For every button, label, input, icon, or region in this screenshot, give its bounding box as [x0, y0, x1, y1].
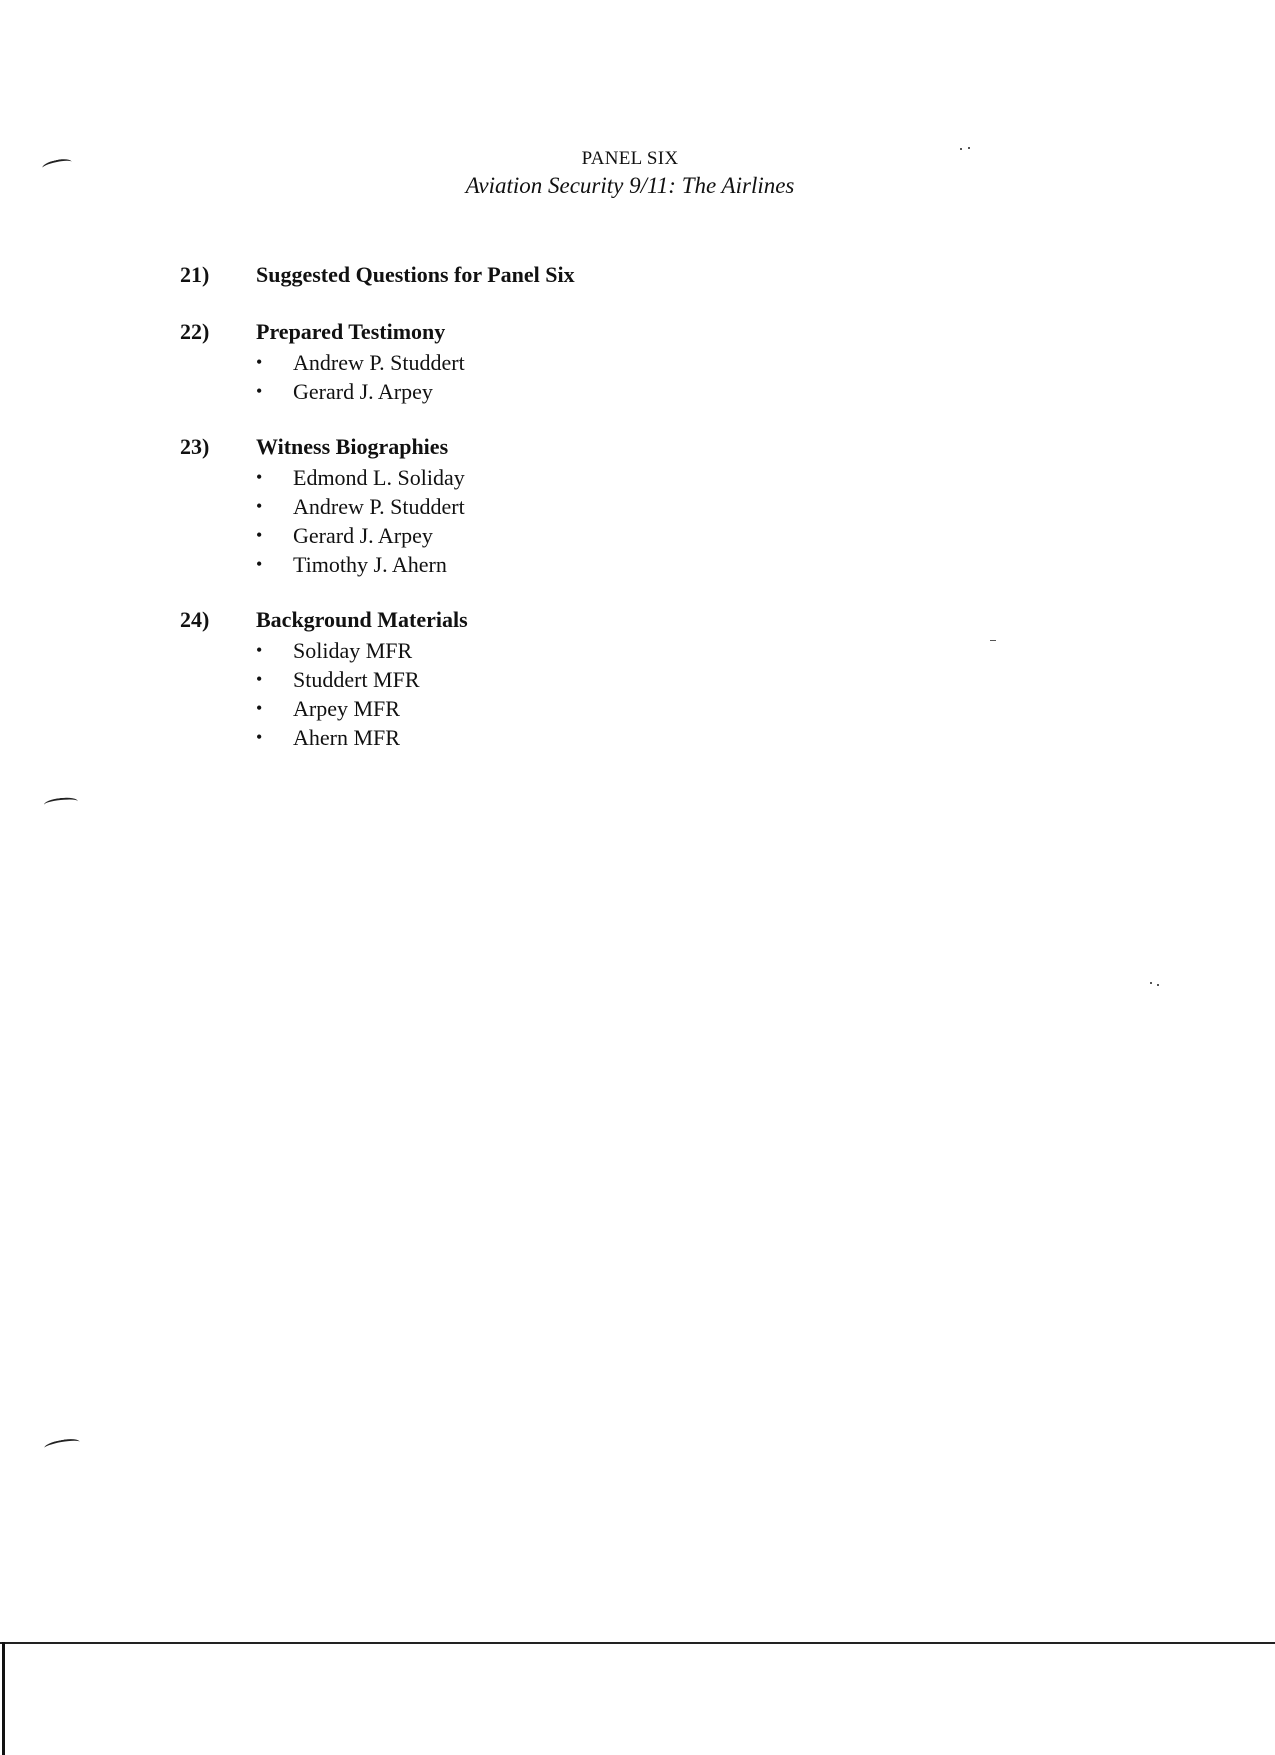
bullet: •: [256, 669, 263, 689]
item-list: [256, 463, 465, 579]
list-item-text: Ahern MFR: [293, 725, 400, 750]
bullet: •: [256, 496, 263, 516]
bullet: •: [256, 381, 263, 401]
list-item-text: Arpey MFR: [293, 696, 400, 721]
panel-subtitle-text: Aviation Security 9/11: The Airlines: [465, 173, 795, 198]
item-list: [256, 636, 420, 752]
list-item: [256, 665, 420, 694]
bullet: •: [256, 727, 263, 747]
list-item-text: Timothy J. Ahern: [293, 552, 447, 577]
scan-speck: [968, 147, 970, 149]
bullet: •: [256, 554, 263, 574]
scan-mark: [44, 796, 79, 809]
list-item-text: Studdert MFR: [293, 667, 420, 692]
scan-left-edge: [2, 1642, 5, 1755]
section-title: Prepared Testimony: [256, 319, 446, 344]
list-item: [256, 463, 465, 492]
scan-speck: [960, 148, 962, 150]
section-number: 24): [180, 607, 210, 632]
bullet: •: [256, 352, 263, 372]
list-item: [256, 521, 465, 550]
item-list: [256, 348, 465, 406]
bullet: •: [256, 467, 263, 487]
panel-title-text: PANEL SIX: [581, 148, 679, 169]
list-item: [256, 377, 465, 406]
scan-speck: [1150, 982, 1152, 984]
list-item-text: Andrew P. Studdert: [293, 494, 465, 519]
scan-bottom-border: [0, 1642, 1275, 1644]
bullet: •: [256, 698, 263, 718]
section-title: Witness Biographies: [256, 434, 449, 459]
list-item-text: Gerard J. Arpey: [293, 523, 433, 548]
scan-mark: [41, 157, 72, 173]
list-item: [256, 492, 465, 521]
section-number: 23): [180, 434, 210, 459]
list-item-text: Soliday MFR: [293, 638, 413, 663]
list-item-text: Gerard J. Arpey: [293, 379, 433, 404]
list-item: [256, 723, 420, 752]
list-item: [256, 348, 465, 377]
scan-speck: [990, 640, 996, 641]
section-title: Suggested Questions for Panel Six: [256, 262, 575, 287]
list-item: [256, 550, 465, 579]
scan-speck: [1157, 984, 1159, 986]
list-item: [256, 636, 420, 665]
section-number: 21): [180, 262, 210, 287]
list-item: [256, 694, 420, 723]
section-title: Background Materials: [256, 607, 468, 632]
list-item-text: Edmond L. Soliday: [293, 465, 465, 490]
scan-mark: [43, 1437, 80, 1453]
bullet: •: [256, 640, 263, 660]
bullet: •: [256, 525, 263, 545]
list-item-text: Andrew P. Studdert: [293, 350, 465, 375]
section-number: 22): [180, 319, 210, 344]
